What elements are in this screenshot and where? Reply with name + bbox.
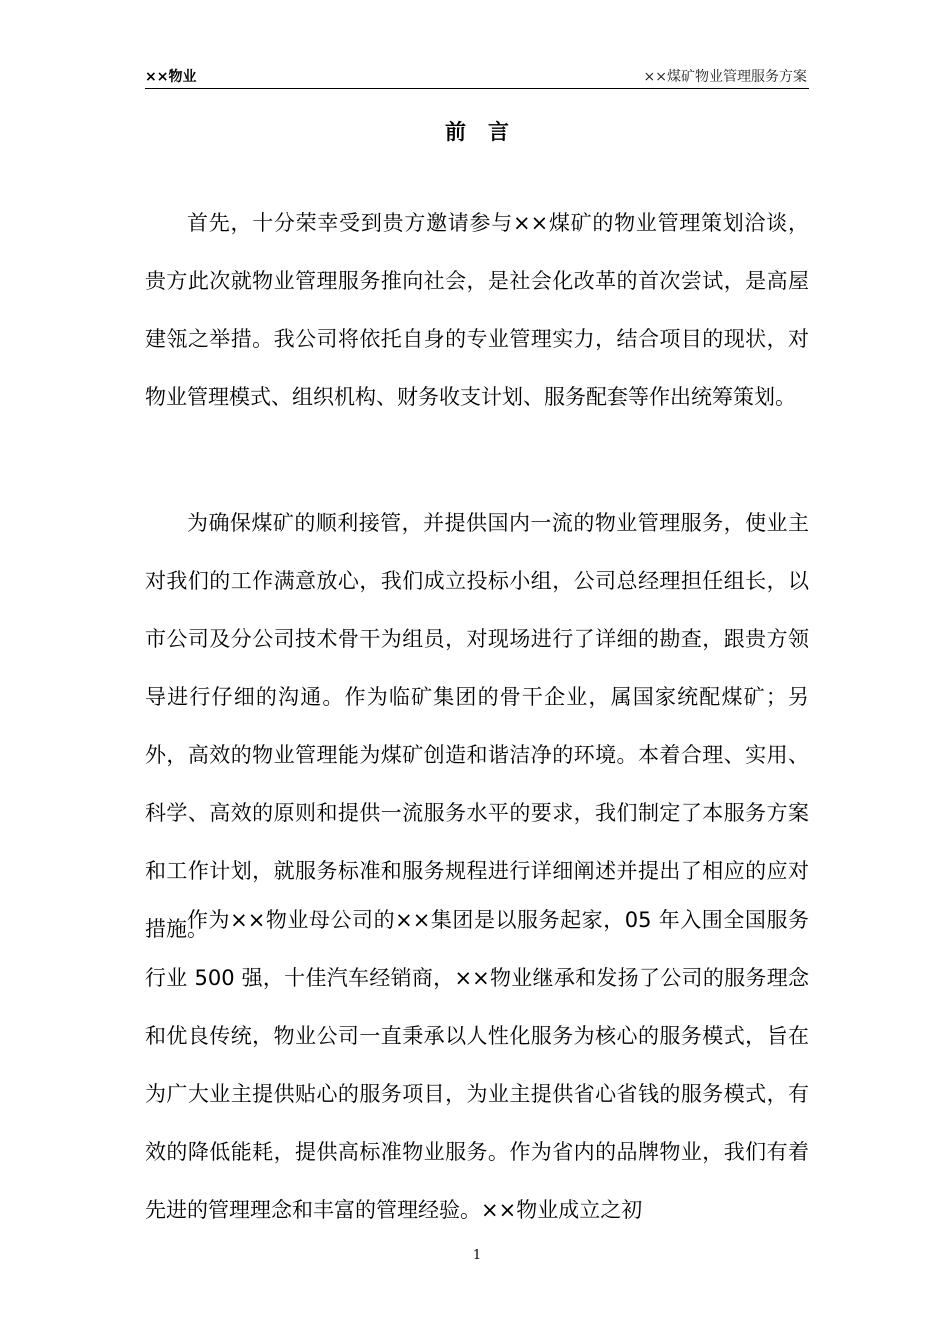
header-document-title: ××煤矿物业管理服务方案 <box>643 69 807 85</box>
header-company-name: ××物业 <box>145 69 197 85</box>
page-title: 前言 <box>445 120 531 144</box>
page-header <box>145 64 809 89</box>
body-paragraph-3: 作为××物业母公司的××集团是以服务起家，05 年入围全国服务行业 500 强，十佳汽车经销商，××物业继承和发扬了公司的服务理念和优良传统，物业公司一直秉承以人性化服务为核心的服务模式，旨在为广大业主提供贴心的服务项目，为业主提供省心省钱的服务模式，有效的降低能耗，提供高标准物业服务。作为省内的品牌物业，我们有着先进的管理理念和丰富的管理经验。××物业成立之初 <box>145 908 809 1222</box>
body-paragraph-1: 首先，十分荣幸受到贵方邀请参与××煤矿的物业管理策划洽谈，贵方此次就物业管理服务推向社会，是社会化改革的首次尝试，是高屋建瓴之举措。我公司将依托自身的专业管理实力，结合项目的现状，对物业管理模式、组织机构、财务收支计划、服务配套等作出统筹策划。 <box>145 211 809 409</box>
body-paragraph-2: 为确保煤矿的顺利接管，并提供国内一流的物业管理服务，使业主对我们的工作满意放心，我们成立投标小组，公司总经理担任组长，以市公司及分公司技术骨干为组员，对现场进行了详细的勘查，跟贵方领导进行仔细的沟通。作为临矿集团的骨干企业，属国家统配煤矿；另外，高效的物业管理能为煤矿创造和谐洁净的环境。本着合理、实用、科学、高效的原则和提供一流服务水平的要求，我们制定了本服务方案和工作计划，就服务标准和服务规程进行详细阐述并提出了相应的应对措施。 <box>145 511 809 941</box>
page-number: 1 <box>472 1248 482 1263</box>
